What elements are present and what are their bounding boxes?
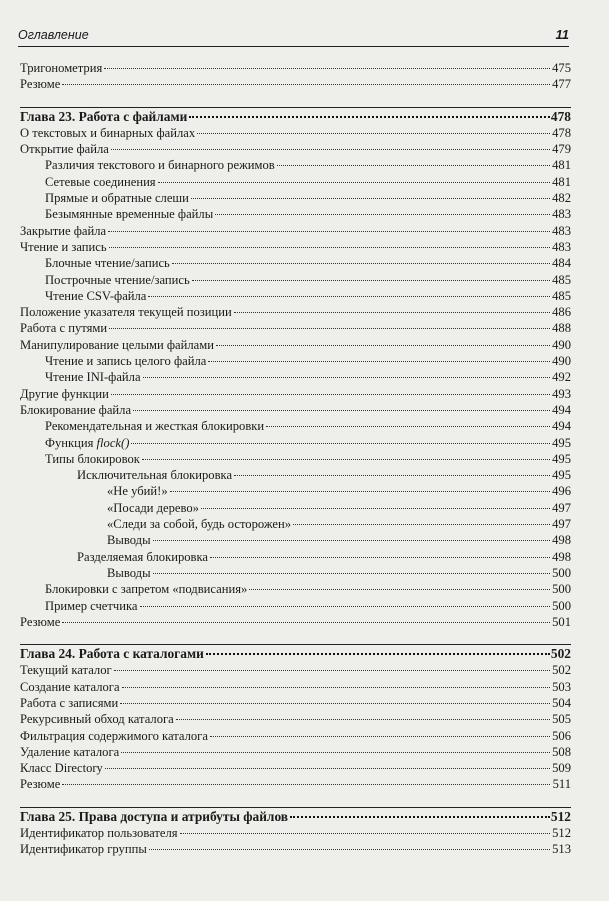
toc-page-number: 506 xyxy=(552,728,571,743)
dot-leader xyxy=(158,182,550,183)
toc-entry-title xyxy=(20,125,196,141)
toc-page-number: 479 xyxy=(552,142,571,157)
toc-page-number: 500 xyxy=(552,598,571,613)
toc-entry-title xyxy=(20,776,61,792)
toc-page-number: 498 xyxy=(552,549,571,564)
dot-leader xyxy=(197,133,550,134)
toc-entry-title xyxy=(20,60,103,76)
toc-entry[interactable] xyxy=(20,776,571,792)
dot-leader xyxy=(189,116,550,118)
toc-page-number: 493 xyxy=(552,386,571,401)
toc-entry-text: Другие функции xyxy=(20,386,109,401)
dot-leader xyxy=(216,345,550,346)
toc-page-number: 512 xyxy=(550,808,571,824)
toc-chapter[interactable] xyxy=(20,809,571,825)
toc-entry-text: Сетевые соединения xyxy=(45,174,156,189)
toc-entry-title xyxy=(20,288,147,304)
toc-entry-title xyxy=(20,223,107,239)
dot-leader xyxy=(111,394,550,395)
toc-page-number: 485 xyxy=(552,272,571,287)
running-header xyxy=(18,26,569,47)
dot-leader xyxy=(131,443,550,444)
toc-entry[interactable] xyxy=(20,744,571,760)
toc-entry-text: Выводы xyxy=(107,533,151,548)
toc-entry[interactable] xyxy=(20,598,571,614)
toc-entry-title xyxy=(20,581,248,597)
toc-gap xyxy=(20,630,571,644)
dot-leader xyxy=(290,816,550,818)
toc-entry-text: Рекомендательная и жесткая блокировки xyxy=(45,419,265,434)
toc-entry-title xyxy=(20,728,209,744)
dot-leader xyxy=(206,653,550,655)
toc-page-number: 478 xyxy=(552,125,571,140)
toc-entry[interactable] xyxy=(20,516,571,532)
toc-entry-text: Резюме xyxy=(20,777,61,792)
toc-entry-text: Блокирование файла xyxy=(20,402,132,417)
dot-leader xyxy=(210,736,550,737)
toc-entry-title xyxy=(20,483,169,499)
toc-entry-text: Тригонометрия xyxy=(20,61,103,75)
dot-leader xyxy=(143,377,550,378)
toc-entry[interactable] xyxy=(20,337,571,353)
toc-entry[interactable] xyxy=(20,402,571,418)
toc-entry[interactable] xyxy=(20,206,571,222)
toc-entry-text: Идентификатор группы xyxy=(20,842,147,857)
toc-entry[interactable] xyxy=(20,483,571,499)
toc-page-number: 502 xyxy=(550,646,571,662)
toc-page-number: 488 xyxy=(552,321,571,336)
toc-entry-text: Блочные чтение/запись xyxy=(45,256,170,271)
toc-entry[interactable] xyxy=(20,369,571,385)
toc-gap xyxy=(20,793,571,807)
toc-entry[interactable] xyxy=(20,239,571,255)
toc-entry-title xyxy=(20,174,157,190)
toc-page-number: 495 xyxy=(552,468,571,483)
dot-leader xyxy=(108,231,550,232)
toc-entry[interactable] xyxy=(20,549,571,565)
table-of-contents xyxy=(20,60,571,858)
toc-gap xyxy=(20,93,571,107)
toc-entry-title xyxy=(20,451,141,467)
toc-page-number: 508 xyxy=(552,744,571,759)
toc-entry-text: Различия текстового и бинарного режимов xyxy=(45,158,275,173)
toc-entry[interactable] xyxy=(20,728,571,744)
toc-entry[interactable] xyxy=(20,157,571,173)
dot-leader xyxy=(133,410,550,411)
toc-entry[interactable] xyxy=(20,386,571,402)
toc-entry-title xyxy=(20,516,292,532)
toc-entry-text: Чтение CSV-файла xyxy=(45,288,147,303)
toc-entry[interactable] xyxy=(20,614,571,630)
toc-entry[interactable] xyxy=(20,841,571,857)
toc-entry-text: Глава 23. Работа с файлами xyxy=(20,108,188,124)
toc-entry-text: Текущий каталог xyxy=(20,663,112,678)
toc-page-number: 509 xyxy=(552,761,571,776)
toc-page-number: 478 xyxy=(550,108,571,124)
dot-leader xyxy=(153,540,550,541)
toc-entry-title xyxy=(20,141,110,157)
toc-entry[interactable] xyxy=(20,451,571,467)
toc-page-number: 495 xyxy=(552,451,571,466)
toc-page-number: 494 xyxy=(552,402,571,417)
toc-entry-title xyxy=(20,239,108,255)
toc-entry[interactable] xyxy=(20,711,571,727)
toc-entry-text: Глава 24. Работа с каталогами xyxy=(20,646,204,662)
toc-entry[interactable] xyxy=(20,288,571,304)
toc-entry-text: Типы блокировок xyxy=(45,451,140,466)
toc-entry-title xyxy=(20,435,130,451)
toc-page-number: 513 xyxy=(552,842,571,857)
dot-leader xyxy=(121,752,550,753)
toc-page-number: 496 xyxy=(552,484,571,499)
dot-leader xyxy=(153,573,550,574)
toc-entry-title xyxy=(20,272,191,288)
toc-entry-title xyxy=(20,386,110,402)
toc-page-number: 485 xyxy=(552,288,571,303)
toc-page-number: 475 xyxy=(552,61,571,75)
toc-entry-title xyxy=(20,369,142,385)
toc-entry-title xyxy=(20,109,188,125)
toc-entry[interactable] xyxy=(20,304,571,320)
toc-entry-text: Прямые и обратные слеши xyxy=(45,191,189,206)
dot-leader xyxy=(249,589,550,590)
header-title: Оглавление xyxy=(18,28,89,42)
toc-chapter[interactable] xyxy=(20,109,571,125)
toc-entry-text: «Следи за собой, будь осторожен» xyxy=(107,517,292,532)
toc-entry-title xyxy=(20,76,61,92)
toc-entry-text: Функция xyxy=(45,435,97,450)
toc-entry[interactable] xyxy=(20,125,571,141)
dot-leader xyxy=(149,849,550,850)
toc-entry-title xyxy=(20,500,200,516)
toc-page-number: 483 xyxy=(552,207,571,222)
toc-entry[interactable] xyxy=(20,662,571,678)
toc-entry[interactable] xyxy=(20,825,571,841)
toc-page-number: 495 xyxy=(552,435,571,450)
toc-entry-text: Работа с записями xyxy=(20,695,119,710)
toc-entry-text: Чтение и запись целого файла xyxy=(45,354,207,369)
toc-entry-text: Фильтрация содержимого каталога xyxy=(20,728,208,743)
toc-entry-text: Резюме xyxy=(20,614,61,629)
dot-leader xyxy=(201,508,550,509)
dot-leader xyxy=(104,68,550,69)
dot-leader xyxy=(215,214,550,215)
toc-entry[interactable] xyxy=(20,500,571,516)
toc-entry[interactable] xyxy=(20,581,571,597)
dot-leader xyxy=(293,524,550,525)
dot-leader xyxy=(62,784,550,785)
toc-entry-title xyxy=(20,353,207,369)
toc-entry[interactable] xyxy=(20,174,571,190)
toc-entry-title xyxy=(20,304,233,320)
dot-leader xyxy=(148,296,550,297)
toc-page-number: 497 xyxy=(552,517,571,532)
toc-page-number: 502 xyxy=(552,663,571,678)
toc-entry-text: Закрытие файла xyxy=(20,223,107,238)
toc-entry-text: Чтение и запись xyxy=(20,239,107,254)
toc-entry-text: «Не убий!» xyxy=(107,484,168,499)
toc-entry-text: Работа с путями xyxy=(20,321,108,336)
toc-entry[interactable] xyxy=(20,255,571,271)
toc-entry-text: «Посади дерево» xyxy=(107,500,199,515)
toc-entry-title xyxy=(20,695,119,711)
dot-leader xyxy=(62,84,550,85)
toc-entry[interactable] xyxy=(20,76,571,92)
toc-entry-title xyxy=(20,157,276,173)
toc-page-number: 494 xyxy=(552,419,571,434)
toc-page-number: 483 xyxy=(552,239,571,254)
toc-entry-title xyxy=(20,255,171,271)
dot-leader xyxy=(140,606,551,607)
chapter-rule xyxy=(20,107,571,108)
dot-leader xyxy=(234,475,550,476)
toc-page-number: 492 xyxy=(552,370,571,385)
toc-page-number: 483 xyxy=(552,223,571,238)
toc-page-number: 486 xyxy=(552,305,571,320)
dot-leader xyxy=(180,833,550,834)
dot-leader xyxy=(170,491,550,492)
dot-leader xyxy=(234,312,550,313)
toc-page-number: 497 xyxy=(552,500,571,515)
toc-entry[interactable] xyxy=(20,695,571,711)
dot-leader xyxy=(277,165,550,166)
toc-entry[interactable] xyxy=(20,353,571,369)
toc-chapter[interactable] xyxy=(20,646,571,662)
toc-page-number: 484 xyxy=(552,256,571,271)
chapter-rule xyxy=(20,644,571,645)
toc-page-number: 512 xyxy=(552,826,571,841)
toc-entry-title xyxy=(20,809,289,825)
toc-entry-title xyxy=(20,549,209,565)
toc-entry-text: Резюме xyxy=(20,77,61,92)
dot-leader xyxy=(210,557,550,558)
toc-entry-title xyxy=(20,565,152,581)
toc-entry[interactable] xyxy=(20,760,571,776)
dot-leader xyxy=(62,622,550,623)
dot-leader xyxy=(142,459,550,460)
toc-entry-text: Создание каталога xyxy=(20,679,120,694)
toc-entry-text: О текстовых и бинарных файлах xyxy=(20,125,196,140)
dot-leader xyxy=(109,328,550,329)
toc-entry-text: Пример счетчика xyxy=(45,598,138,613)
toc-entry-title xyxy=(20,467,233,483)
dot-leader xyxy=(120,703,550,704)
toc-entry[interactable] xyxy=(20,320,571,336)
dot-leader xyxy=(122,687,550,688)
dot-leader xyxy=(208,361,550,362)
toc-entry-title xyxy=(20,825,179,841)
dot-leader xyxy=(111,149,550,150)
toc-entry[interactable] xyxy=(20,190,571,206)
toc-page-number: 505 xyxy=(552,712,571,727)
toc-entry-title xyxy=(20,744,120,760)
toc-page-number: 501 xyxy=(552,614,571,629)
dot-leader xyxy=(192,280,550,281)
toc-entry-title xyxy=(20,402,132,418)
toc-entry-text: Идентификатор пользователя xyxy=(20,826,178,841)
toc-entry-code: flock() xyxy=(96,435,130,450)
dot-leader xyxy=(172,263,550,264)
toc-entry[interactable] xyxy=(20,418,571,434)
toc-entry-text: Открытие файла xyxy=(20,142,109,157)
toc-page-number: 500 xyxy=(552,582,571,597)
toc-entry[interactable] xyxy=(20,60,571,76)
toc-entry-text: Чтение INI-файла xyxy=(45,370,141,385)
toc-entry-text: Манипулирование целыми файлами xyxy=(20,337,214,352)
toc-entry[interactable] xyxy=(20,141,571,157)
toc-page-number: 482 xyxy=(552,191,571,206)
toc-entry-text: Исключительная блокировка xyxy=(77,468,233,483)
toc-page-number: 477 xyxy=(552,77,571,92)
toc-page-number: 511 xyxy=(552,777,571,792)
toc-page-number: 481 xyxy=(552,174,571,189)
chapter-rule xyxy=(20,807,571,808)
toc-entry-title xyxy=(20,646,205,662)
toc-entry-title xyxy=(20,206,214,222)
toc-entry-text: Безымянные временные файлы xyxy=(45,207,214,222)
toc-entry-title xyxy=(20,598,139,614)
toc-page-number: 481 xyxy=(552,158,571,173)
toc-entry-text: Класс Directory xyxy=(20,761,103,776)
toc-entry[interactable] xyxy=(20,679,571,695)
toc-entry-text: Блокировки с запретом «подвисания» xyxy=(45,582,248,597)
dot-leader xyxy=(105,768,550,769)
dot-leader xyxy=(191,198,550,199)
toc-entry[interactable] xyxy=(20,272,571,288)
toc-entry-title xyxy=(20,760,104,776)
toc-entry-title xyxy=(20,614,61,630)
toc-entry-text: Рекурсивный обход каталога xyxy=(20,712,174,727)
toc-entry-title xyxy=(20,418,265,434)
toc-entry-text: Глава 25. Права доступа и атрибуты файлов xyxy=(20,808,289,824)
toc-entry-title xyxy=(20,841,148,857)
toc-entry-text: Положение указателя текущей позиции xyxy=(20,305,232,320)
toc-entry-title xyxy=(20,711,175,727)
toc-entry-title xyxy=(20,532,152,548)
dot-leader xyxy=(266,426,550,427)
toc-entry[interactable] xyxy=(20,565,571,581)
toc-entry-title xyxy=(20,337,215,353)
toc-page-number: 503 xyxy=(552,679,571,694)
toc-entry-title xyxy=(20,679,121,695)
toc-entry-title xyxy=(20,662,113,678)
toc-entry[interactable] xyxy=(20,532,571,548)
toc-page-number: 500 xyxy=(552,565,571,580)
toc-page-number: 490 xyxy=(552,337,571,352)
dot-leader xyxy=(176,719,550,720)
toc-entry[interactable] xyxy=(20,223,571,239)
toc-page-number: 498 xyxy=(552,533,571,548)
toc-entry-text: Удаление каталога xyxy=(20,744,120,759)
page-number: 11 xyxy=(555,27,569,42)
toc-entry-text: Выводы xyxy=(107,565,151,580)
toc-entry-title xyxy=(20,190,190,206)
toc-entry[interactable] xyxy=(20,467,571,483)
toc-entry[interactable] xyxy=(20,435,571,451)
dot-leader xyxy=(109,247,550,248)
toc-page-number: 504 xyxy=(552,695,571,710)
dot-leader xyxy=(114,670,550,671)
toc-entry-text: Разделяемая блокировка xyxy=(77,549,209,564)
toc-entry-title xyxy=(20,320,108,336)
toc-page-number: 490 xyxy=(552,354,571,369)
toc-entry-text: Построчные чтение/запись xyxy=(45,272,190,287)
